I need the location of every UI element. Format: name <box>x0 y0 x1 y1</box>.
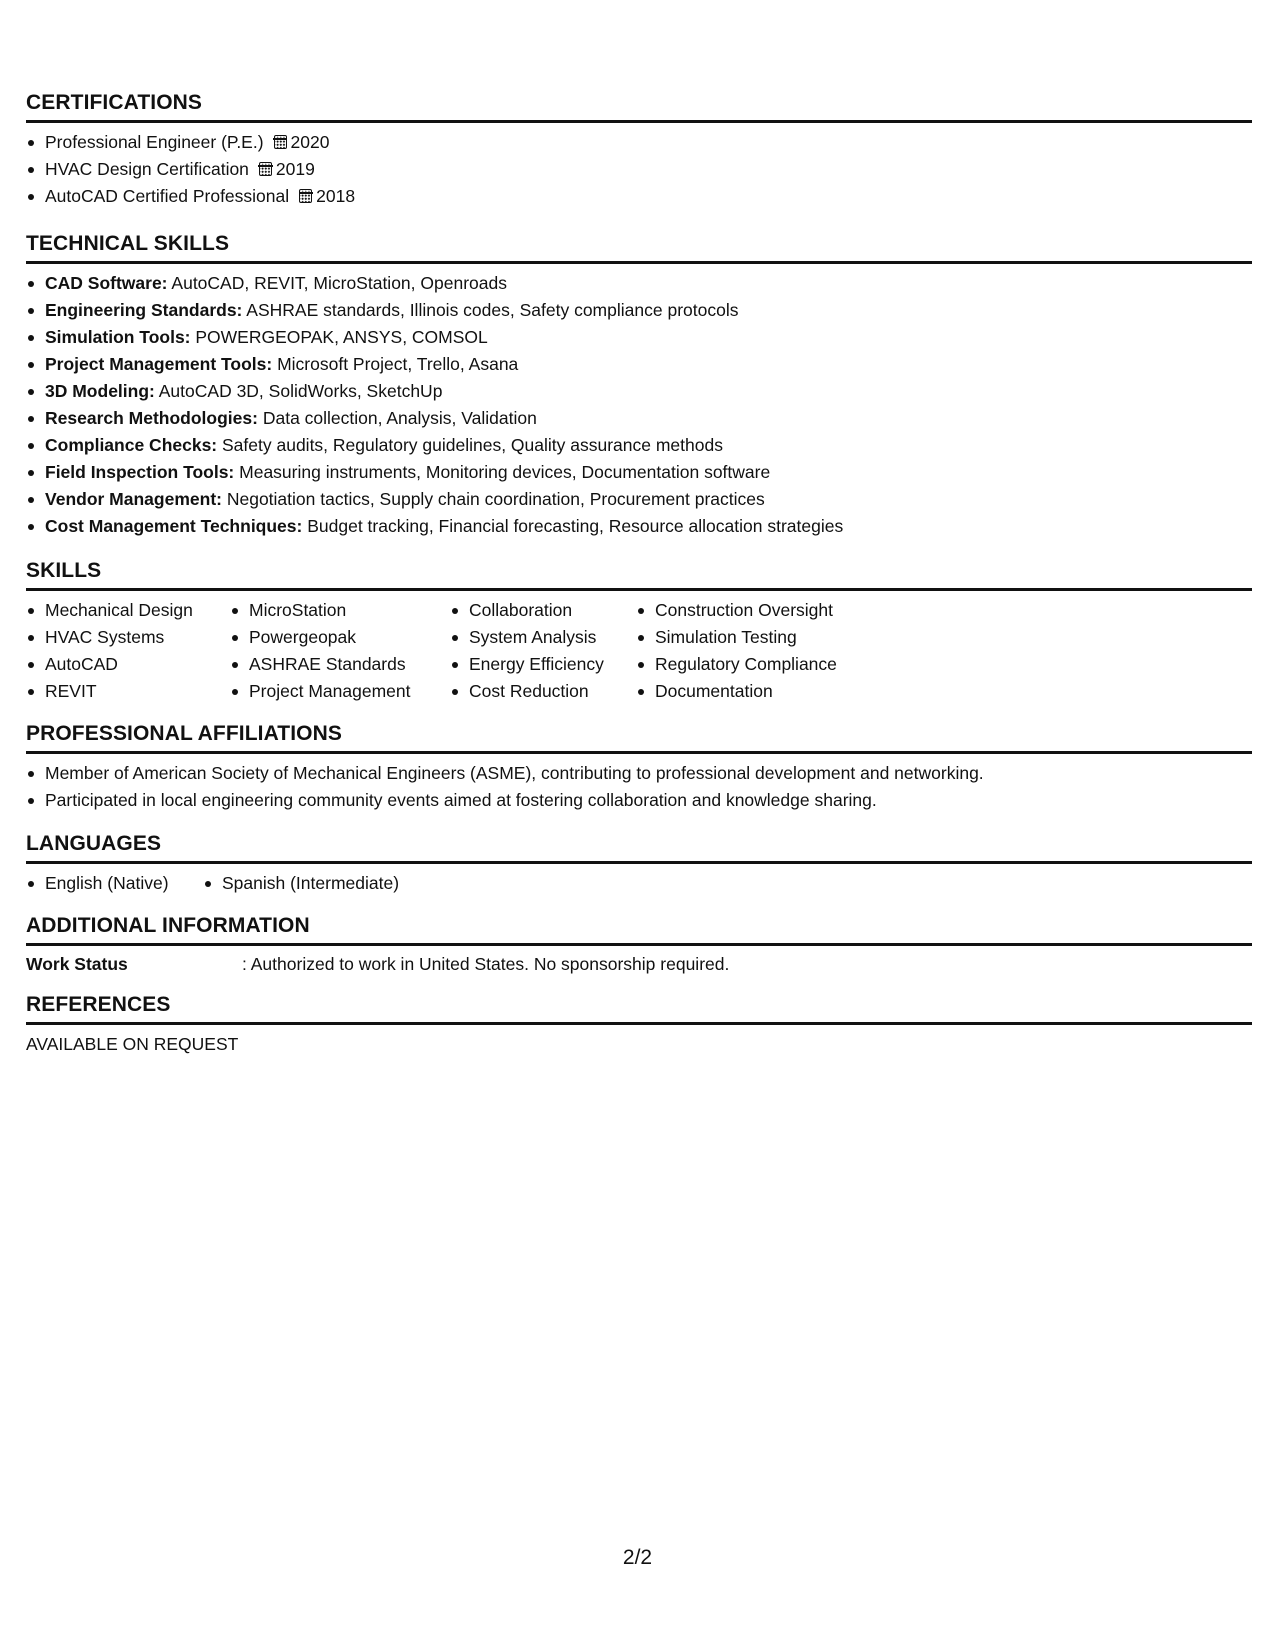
list-item <box>26 486 1252 513</box>
skill-category: Compliance Checks: <box>45 435 218 455</box>
skill-category: Research Methodologies: <box>45 408 258 428</box>
skill-values: Safety audits, Regulatory guidelines, Quality assurance methods <box>217 435 723 455</box>
certification-name: AutoCAD Certified Professional <box>45 186 290 206</box>
languages-column <box>26 870 203 897</box>
skill-values: AutoCAD, REVIT, MicroStation, Openroads <box>167 273 507 293</box>
list-item: Construction Oversight <box>636 597 876 624</box>
skill-values: Budget tracking, Financial forecasting, Resource allocation strategies <box>302 516 844 536</box>
certification-year: 2018 <box>316 186 356 206</box>
skill-category: Engineering Standards: <box>45 300 243 320</box>
list-item: Member of American Society of Mechanical Engineers (ASME), contributing to professional development and networking. <box>26 760 1252 787</box>
calendar-icon <box>299 189 312 203</box>
list-item: MicroStation <box>230 597 450 624</box>
skill-values: POWERGEOPAK, ANSYS, COMSOL <box>190 327 488 347</box>
list-item: Regulatory Compliance <box>636 651 876 678</box>
list-item: English (Native) <box>26 870 203 897</box>
section-title-references: REFERENCES <box>26 992 1252 1025</box>
skills-column <box>450 597 636 705</box>
section-title-certifications: CERTIFICATIONS <box>26 90 1252 123</box>
skills-columns <box>26 597 1252 705</box>
languages-row <box>26 870 1252 897</box>
section-title-languages: LANGUAGES <box>26 831 1252 864</box>
affiliations-section <box>26 721 1252 814</box>
technical-skills-list <box>26 270 1252 540</box>
calendar-icon <box>259 162 272 176</box>
list-item <box>26 432 1252 459</box>
list-item: Cost Reduction <box>450 678 636 705</box>
list-item: Powergeopak <box>230 624 450 651</box>
list-item: Collaboration <box>450 597 636 624</box>
certification-year: 2020 <box>290 132 330 152</box>
list-item: Simulation Testing <box>636 624 876 651</box>
section-title-technical-skills: TECHNICAL SKILLS <box>26 231 1252 264</box>
skill-category: Field Inspection Tools: <box>45 462 235 482</box>
skill-category: 3D Modeling: <box>45 381 155 401</box>
languages-section <box>26 831 1252 897</box>
skill-category: Simulation Tools: <box>45 327 191 347</box>
skill-values: Measuring instruments, Monitoring devices, Documentation software <box>234 462 771 482</box>
info-value: : Authorized to work in United States. No sponsorship required. <box>242 954 730 974</box>
list-item <box>26 270 1252 297</box>
info-row <box>26 951 1252 978</box>
skill-values: AutoCAD 3D, SolidWorks, SketchUp <box>154 381 443 401</box>
list-item <box>26 513 1252 540</box>
technical-skills-section <box>26 231 1252 540</box>
skill-category: Project Management Tools: <box>45 354 273 374</box>
list-item: ASHRAE Standards <box>230 651 450 678</box>
list-item: Documentation <box>636 678 876 705</box>
certification-name: HVAC Design Certification <box>45 159 249 179</box>
skill-category: Cost Management Techniques: <box>45 516 303 536</box>
certifications-list <box>26 129 1252 210</box>
list-item <box>26 156 1252 183</box>
page-number: 2/2 <box>622 1546 653 1569</box>
info-key: Work Status <box>26 954 128 974</box>
references-section <box>26 992 1252 1058</box>
skills-column <box>26 597 230 705</box>
skill-category: Vendor Management: <box>45 489 222 509</box>
affiliations-list <box>26 760 1252 814</box>
skill-values: Negotiation tactics, Supply chain coordination, Procurement practices <box>221 489 765 509</box>
list-item: HVAC Systems <box>26 624 230 651</box>
references-text: AVAILABLE ON REQUEST <box>26 1034 239 1054</box>
resume-page <box>26 90 1252 1058</box>
section-title-additional-information: ADDITIONAL INFORMATION <box>26 913 1252 946</box>
skill-values: ASHRAE standards, Illinois codes, Safety compliance protocols <box>242 300 739 320</box>
skill-values: Data collection, Analysis, Validation <box>257 408 537 428</box>
list-item <box>26 459 1252 486</box>
section-title-affiliations: PROFESSIONAL AFFILIATIONS <box>26 721 1252 754</box>
list-item <box>26 183 1252 210</box>
section-title-skills: SKILLS <box>26 558 1252 591</box>
skill-values: Microsoft Project, Trello, Asana <box>272 354 519 374</box>
list-item: Participated in local engineering community events aimed at fostering collaboration and knowledge sharing. <box>26 787 1252 814</box>
list-item <box>26 324 1252 351</box>
list-item <box>26 351 1252 378</box>
additional-information-section <box>26 913 1252 978</box>
list-item: System Analysis <box>450 624 636 651</box>
skills-column <box>636 597 876 705</box>
list-item <box>26 129 1252 156</box>
list-item <box>26 378 1252 405</box>
certification-year: 2019 <box>275 159 315 179</box>
skill-category: CAD Software: <box>45 273 168 293</box>
certification-name: Professional Engineer (P.E.) <box>45 132 264 152</box>
list-item: Energy Efficiency <box>450 651 636 678</box>
calendar-icon <box>274 135 287 149</box>
list-item <box>26 297 1252 324</box>
skills-section <box>26 558 1252 705</box>
list-item: Spanish (Intermediate) <box>203 870 399 897</box>
skills-column <box>230 597 450 705</box>
certifications-section <box>26 90 1252 210</box>
list-item: Mechanical Design <box>26 597 230 624</box>
list-item: REVIT <box>26 678 230 705</box>
languages-column <box>203 870 399 897</box>
list-item <box>26 405 1252 432</box>
list-item: Project Management <box>230 678 450 705</box>
list-item: AutoCAD <box>26 651 230 678</box>
